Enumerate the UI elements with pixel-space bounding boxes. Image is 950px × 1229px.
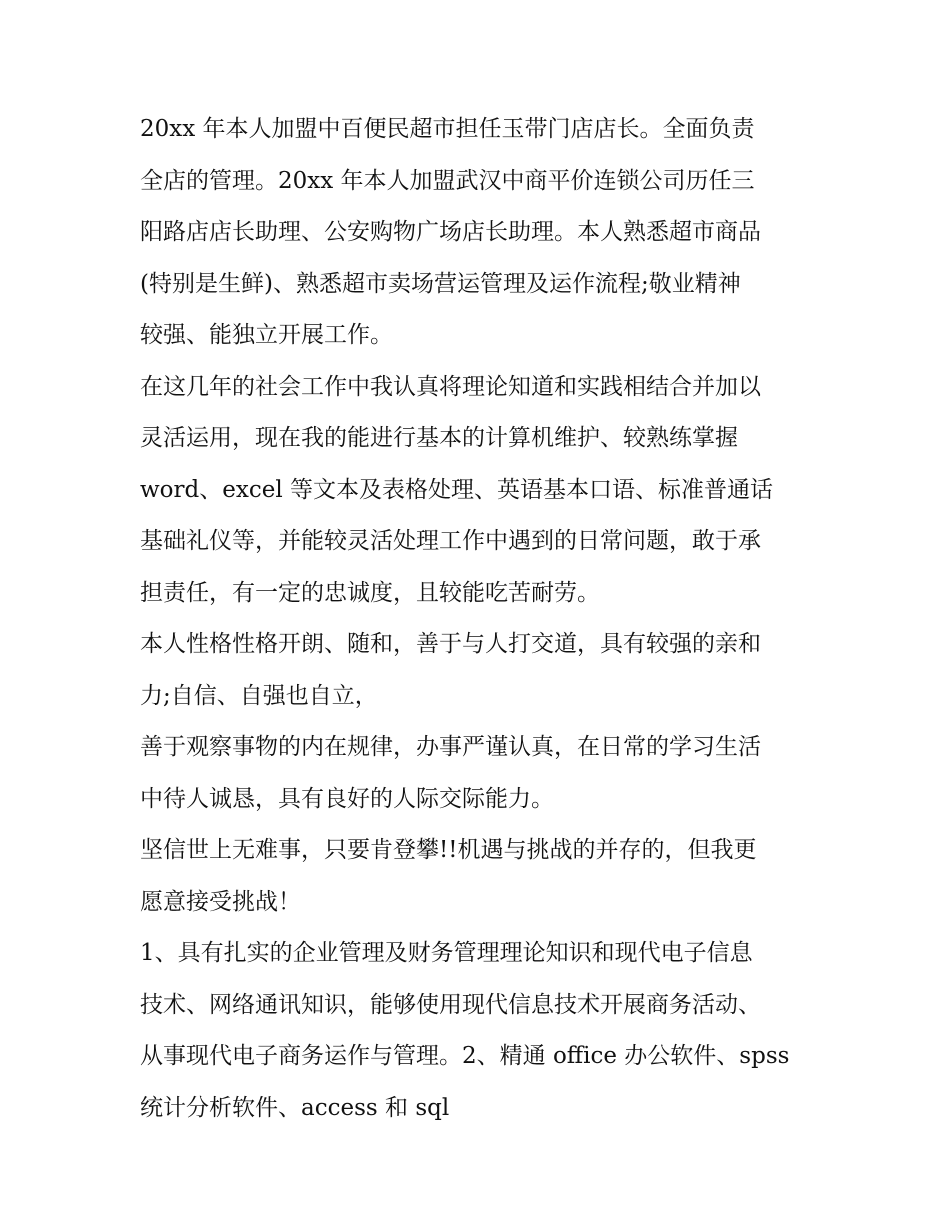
- text-line: 全店的管理。20xx 年本人加盟武汉中商平价连锁公司历任三: [140, 167, 755, 194]
- text-line: 中待人诚恳，具有良好的人际交际能力。: [140, 785, 554, 812]
- text-line: 从事现代电子商务运作与管理。2、精通 office 办公软件、spss: [140, 1043, 790, 1069]
- text-line: 统计分析软件、access 和 sql: [140, 1094, 450, 1121]
- text-line: 灵活运用，现在我的能进行基本的计算机维护、较熟练掌握: [140, 425, 738, 451]
- text-line: 较强、能独立开展工作。: [140, 322, 393, 348]
- text-line: 技术、网络通讯知识，能够使用现代信息技术开展商务活动、: [140, 991, 761, 1018]
- text-line: 20xx 年本人加盟中百便民超市担任玉带门店店长。全面负责: [140, 116, 755, 142]
- text-line: 力;自信、自强也自立，: [140, 682, 378, 709]
- text-line: 担责任，有一定的忠诚度，且较能吃苦耐劳。: [140, 579, 600, 606]
- text-line: 愿意接受挑战！: [140, 888, 301, 915]
- text-line: (特别是生鲜)、熟悉超市卖场营运管理及运作流程;敬业精神: [140, 270, 741, 297]
- text-line: 基础礼仪等，并能较灵活处理工作中遇到的日常问题，敢于承: [140, 528, 761, 554]
- text-line: word、excel 等文本及表格处理、英语基本口语、标准普通话: [140, 476, 773, 503]
- text-line: 1、具有扎实的企业管理及财务管理理论知识和现代电子信息: [140, 940, 753, 966]
- text-line: 善于观察事物的内在规律，办事严谨认真，在日常的学习生活: [140, 734, 761, 760]
- text-line: 坚信世上无难事，只要肯登攀!!机遇与挑战的并存的，但我更: [140, 837, 757, 863]
- text-line: 阳路店店长助理、公安购物广场店长助理。本人熟悉超市商品: [140, 219, 761, 245]
- text-line: 在这几年的社会工作中我认真将理论知道和实践相结合并加以: [140, 373, 761, 400]
- document-body: [140, 104, 820, 1134]
- text-line: 本人性格性格开朗、随和，善于与人打交道，具有较强的亲和: [140, 631, 761, 657]
